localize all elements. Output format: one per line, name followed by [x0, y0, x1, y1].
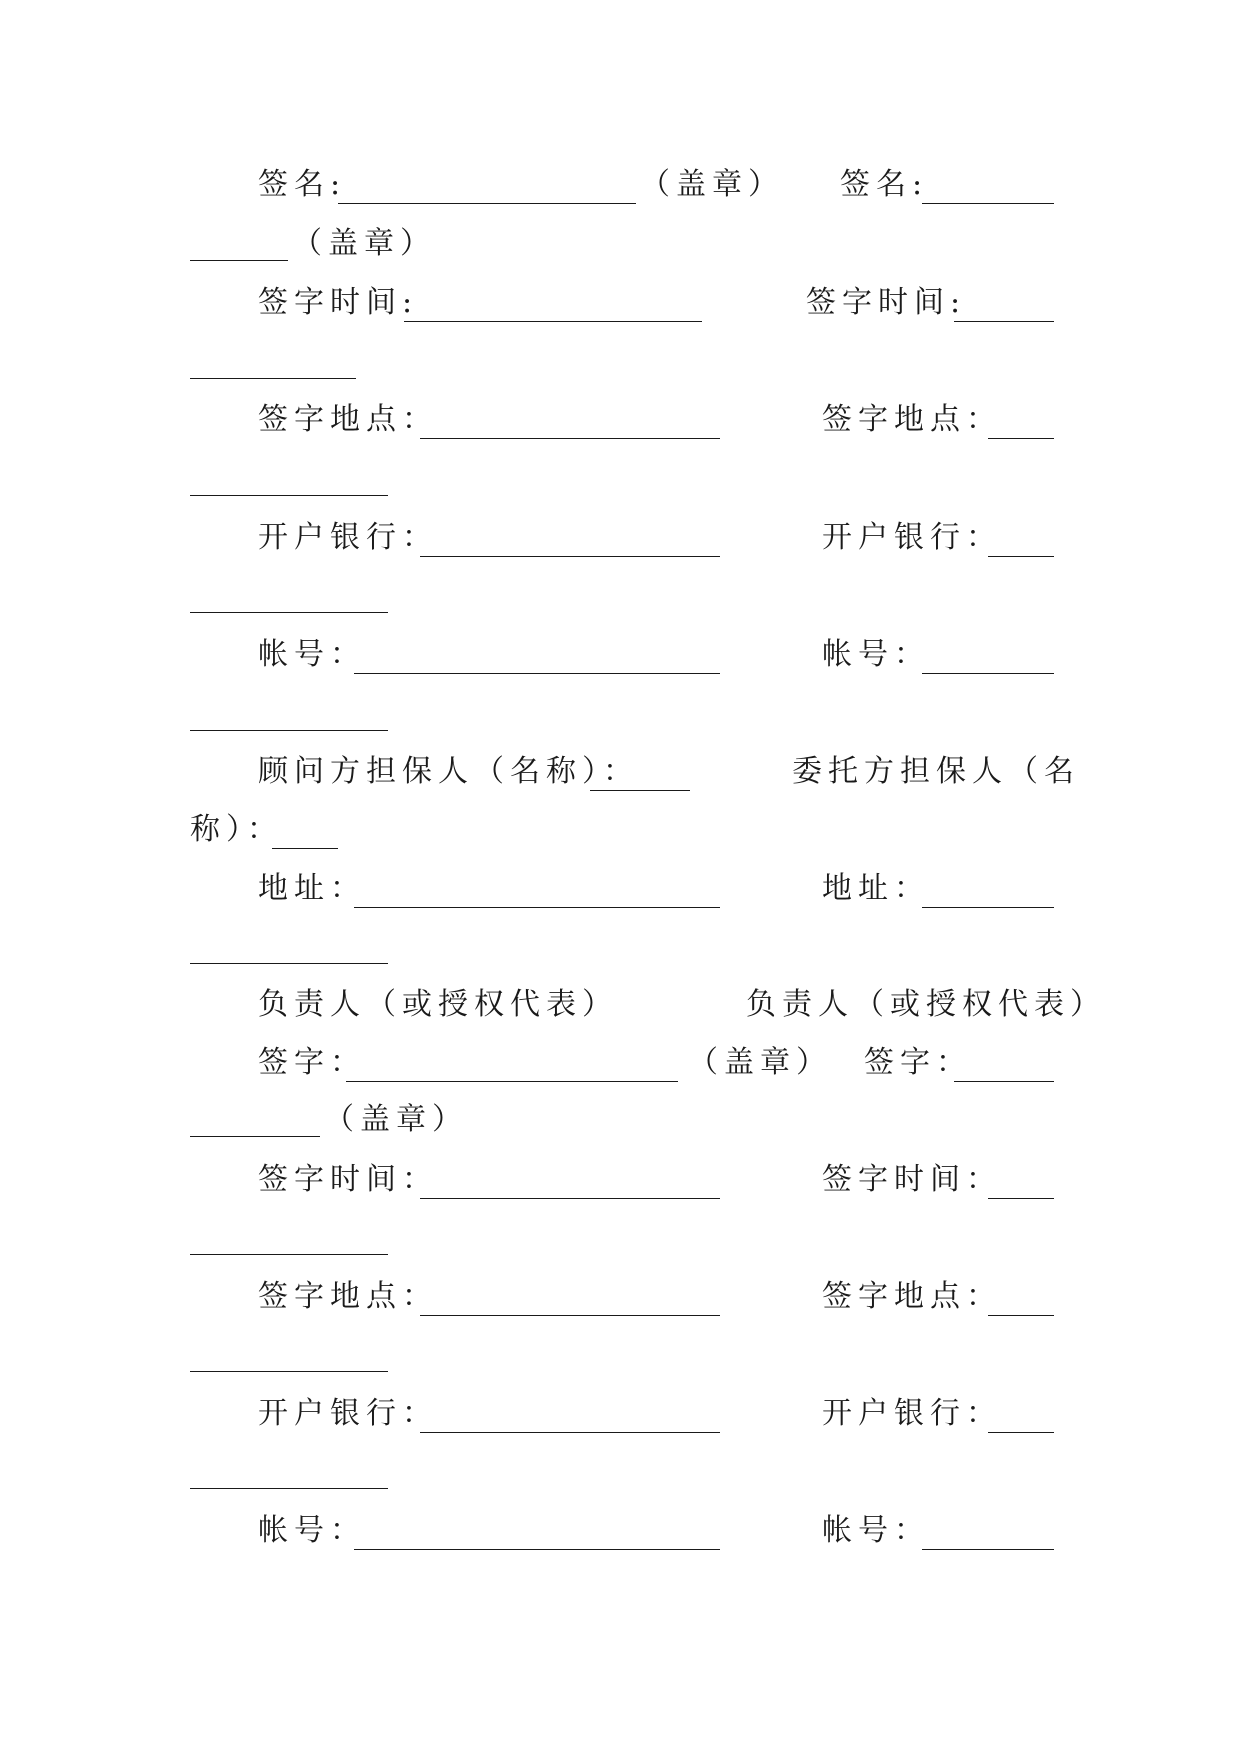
- signature-label-right: 签名:: [840, 167, 929, 202]
- guarantor-blank-right[interactable]: [272, 848, 338, 849]
- sign-label-right: 签字：: [864, 1045, 972, 1080]
- sign-label-left: 签字：: [258, 1045, 366, 1080]
- sign-time2-label-right: 签字时间：: [822, 1162, 1002, 1197]
- sign-blank-left[interactable]: [346, 1081, 678, 1082]
- sign-place2-blank-left[interactable]: [420, 1315, 720, 1316]
- guarantor-label-right: 委托方担保人（名: [792, 754, 1080, 789]
- sign-place-blank-right-cont[interactable]: [190, 495, 388, 496]
- signature-label-left: 签名:: [258, 167, 347, 202]
- address-blank-right-cont[interactable]: [190, 963, 388, 964]
- bank2-blank-left[interactable]: [420, 1432, 720, 1433]
- sign-time2-blank-right-cont[interactable]: [190, 1254, 388, 1255]
- bank-blank-left[interactable]: [420, 556, 720, 557]
- sign-time2-blank-right[interactable]: [988, 1198, 1054, 1199]
- sign-time-blank-right-cont[interactable]: [190, 378, 356, 379]
- account2-label-right: 帐号：: [822, 1513, 930, 1548]
- address-blank-right[interactable]: [922, 907, 1054, 908]
- sign-time-blank-right[interactable]: [954, 321, 1054, 322]
- bank2-label-right: 开户银行：: [822, 1396, 1002, 1431]
- account-label-right: 帐号：: [822, 637, 930, 672]
- signature-blank-left[interactable]: [338, 203, 636, 204]
- sign-seal-note-left: （盖章）: [688, 1045, 832, 1080]
- signature-blank-right[interactable]: [922, 203, 1054, 204]
- sign-time-label-left: 签字时间:: [258, 285, 419, 320]
- sign-time-blank-left[interactable]: [404, 321, 702, 322]
- sign-seal-note-right: （盖章）: [324, 1102, 468, 1137]
- bank2-blank-right-cont[interactable]: [190, 1488, 388, 1489]
- sign-place2-blank-right[interactable]: [988, 1315, 1054, 1316]
- address-blank-left[interactable]: [354, 907, 720, 908]
- address-label-right: 地址：: [822, 871, 930, 906]
- bank-label-right: 开户银行：: [822, 520, 1002, 555]
- guarantor-label-left: 顾问方担保人（名称）：: [258, 754, 639, 789]
- account-label-left: 帐号：: [258, 637, 366, 672]
- representative-label-right: 负责人（或授权代表）: [746, 987, 1106, 1022]
- bank-blank-right-cont[interactable]: [190, 612, 388, 613]
- sign-place2-label-left: 签字地点：: [258, 1279, 438, 1314]
- address-label-left: 地址：: [258, 871, 366, 906]
- signature-blank-right-cont[interactable]: [190, 260, 288, 261]
- sign-blank-right-cont[interactable]: [190, 1136, 320, 1137]
- account2-blank-right[interactable]: [922, 1549, 1054, 1550]
- sign-time-label-right: 签字时间:: [806, 285, 967, 320]
- account-blank-right-cont[interactable]: [190, 730, 388, 731]
- account2-label-left: 帐号：: [258, 1513, 366, 1548]
- bank2-label-left: 开户银行：: [258, 1396, 438, 1431]
- seal-note-right: （盖章）: [292, 226, 436, 261]
- sign-time2-blank-left[interactable]: [420, 1198, 720, 1199]
- sign-place-blank-left[interactable]: [420, 438, 720, 439]
- guarantor-label-right-cont: 称）：: [190, 812, 283, 847]
- bank2-blank-right[interactable]: [988, 1432, 1054, 1433]
- representative-label-left: 负责人（或授权代表）: [258, 987, 618, 1022]
- bank-label-left: 开户银行：: [258, 520, 438, 555]
- account-blank-left[interactable]: [354, 673, 720, 674]
- bank-blank-right[interactable]: [988, 556, 1054, 557]
- account2-blank-left[interactable]: [354, 1549, 720, 1550]
- sign-place-blank-right[interactable]: [988, 438, 1054, 439]
- sign-blank-right[interactable]: [954, 1081, 1054, 1082]
- guarantor-blank-left[interactable]: [590, 790, 690, 791]
- account-blank-right[interactable]: [922, 673, 1054, 674]
- sign-time2-label-left: 签字时间：: [258, 1162, 438, 1197]
- sign-place-label-left: 签字地点：: [258, 402, 438, 437]
- seal-note-left: （盖章）: [640, 167, 784, 202]
- sign-place2-label-right: 签字地点：: [822, 1279, 1002, 1314]
- sign-place-label-right: 签字地点：: [822, 402, 1002, 437]
- sign-place2-blank-right-cont[interactable]: [190, 1371, 388, 1372]
